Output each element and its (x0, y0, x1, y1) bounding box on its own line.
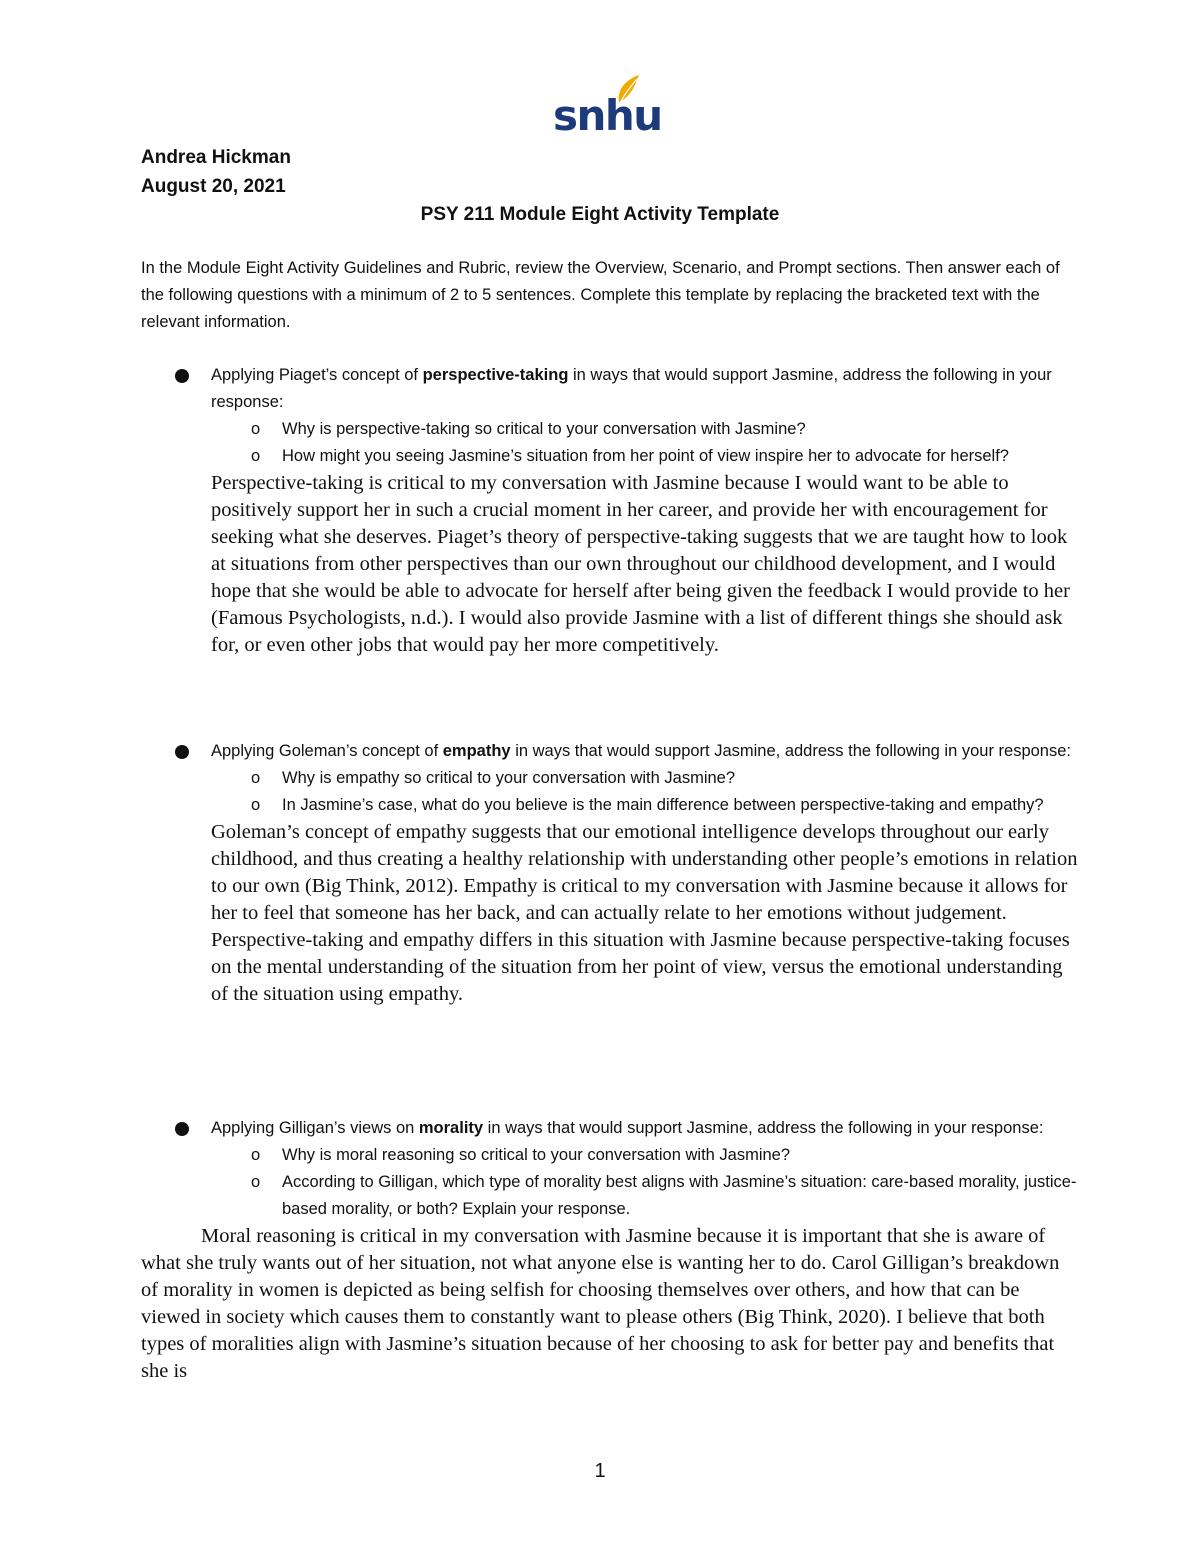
question-text: How might you seeing Jasmine’s situation from her point of view inspire her to advocate for herself? (282, 447, 1009, 465)
circle-bullet-icon: o (251, 447, 261, 465)
section-perspective-taking (141, 362, 1081, 659)
section-morality (141, 1115, 1081, 1385)
prompt-keyword: empathy (442, 742, 511, 760)
prompt-bullet (141, 362, 1081, 416)
prompt-bullet (141, 1115, 1081, 1142)
prompt-text: in ways that would support Jasmine, address the following in your response: (510, 742, 1071, 760)
question-text: Why is moral reasoning so critical to your conversation with Jasmine? (282, 1146, 791, 1164)
question-text: Why is empathy so critical to your conversation with Jasmine? (282, 769, 736, 787)
question-item (141, 1142, 1081, 1169)
snhu-logo (553, 74, 662, 140)
question-item (141, 416, 1081, 443)
page-title: PSY 211 Module Eight Activity Template (420, 204, 780, 225)
circle-bullet-icon: o (251, 796, 261, 814)
bullet-dot-icon (175, 1122, 189, 1136)
circle-bullet-icon: o (251, 1146, 261, 1164)
prompt-text: in ways that would support Jasmine, address the following in your response: (483, 1119, 1044, 1137)
circle-bullet-icon: o (251, 420, 261, 438)
circle-bullet-icon: o (251, 769, 261, 787)
answer-paragraph: Goleman’s concept of empathy suggests that our emotional intelligence develops throughout our early childhood, and thus creating a healthy relationship with understanding other people’s emotions in relation to our own (Big Think, 2012). Empathy is critical to my conversation with Jasmine because it allows for her to feel that someone has her back, and can actually relate to her emotions without judgement. Perspective-taking and empathy differs in this situation with Jasmine because perspective-taking focuses on the mental understanding of the situation from her point of view, versus the emotional understanding of the situation using empathy. (211, 821, 1078, 1005)
question-item (141, 443, 1081, 470)
question-text: In Jasmine’s case, what do you believe is the main difference between perspective-taking and empathy? (282, 796, 1044, 814)
prompt-text: in ways that would support Jasmine, address the following in your response: (211, 366, 1052, 411)
answer-paragraph: Perspective-taking is critical to my conversation with Jasmine because I would want to be able to positively support her in such a crucial moment in her career, and provide her with encouragement for seeking what she deserves. Piaget’s theory of perspective-taking suggests that we are taught how to look at situations from other perspectives than our own throughout our childhood development, and I would hope that she would be able to advocate for herself after being given the feedback I would provide to her (Famous Psychologists, n.d.). I would also provide Jasmine with a list of different things she should ask for, or even other jobs that would pay her more competitively. (211, 472, 1070, 656)
intro-paragraph: In the Module Eight Activity Guidelines and Rubric, review the Overview, Scenario, and Prompt sections. Then answer each of the following questions with a minimum of 2 to 5 sentences. Complete this template by replacing the bracketed text with the relevant information. (141, 259, 1060, 331)
question-text: Why is perspective-taking so critical to your conversation with Jasmine? (282, 420, 806, 438)
question-item (141, 792, 1081, 819)
author-name: Andrea Hickman (141, 147, 291, 168)
page-number: 1 (594, 1460, 606, 1482)
prompt-keyword: perspective-taking (422, 366, 569, 384)
document-date: August 20, 2021 (141, 176, 286, 197)
prompt-bullet (141, 738, 1081, 765)
bullet-dot-icon (175, 745, 189, 759)
question-text: According to Gilligan, which type of morality best aligns with Jasmine’s situation: care-based morality, justice-based morality, or both? Explain your response. (282, 1173, 1077, 1218)
section-empathy (141, 738, 1081, 1008)
prompt-text: Applying Goleman’s concept of (211, 742, 443, 760)
bullet-dot-icon (175, 369, 189, 383)
circle-bullet-icon: o (251, 1173, 261, 1191)
question-item (141, 1169, 1081, 1223)
logo-wordmark: snhu (553, 91, 662, 140)
question-item (141, 765, 1081, 792)
prompt-text: Applying Piaget’s concept of (211, 366, 423, 384)
prompt-keyword: morality (418, 1119, 484, 1137)
prompt-text: Applying Gilligan’s views on (211, 1119, 419, 1137)
answer-paragraph: Moral reasoning is critical in my conversation with Jasmine because it is important that she is aware of what she truly wants out of her situation, not what anyone else is wanting her to do. Carol Gilligan’s breakdown of morality in women is depicted as being selfish for choosing themselves over others, and how that can be viewed in society which causes them to constantly want to please others (Big Think, 2020). I believe that both types of moralities align with Jasmine’s situation because of her choosing to ask for better pay and benefits that she is (141, 1225, 1060, 1382)
